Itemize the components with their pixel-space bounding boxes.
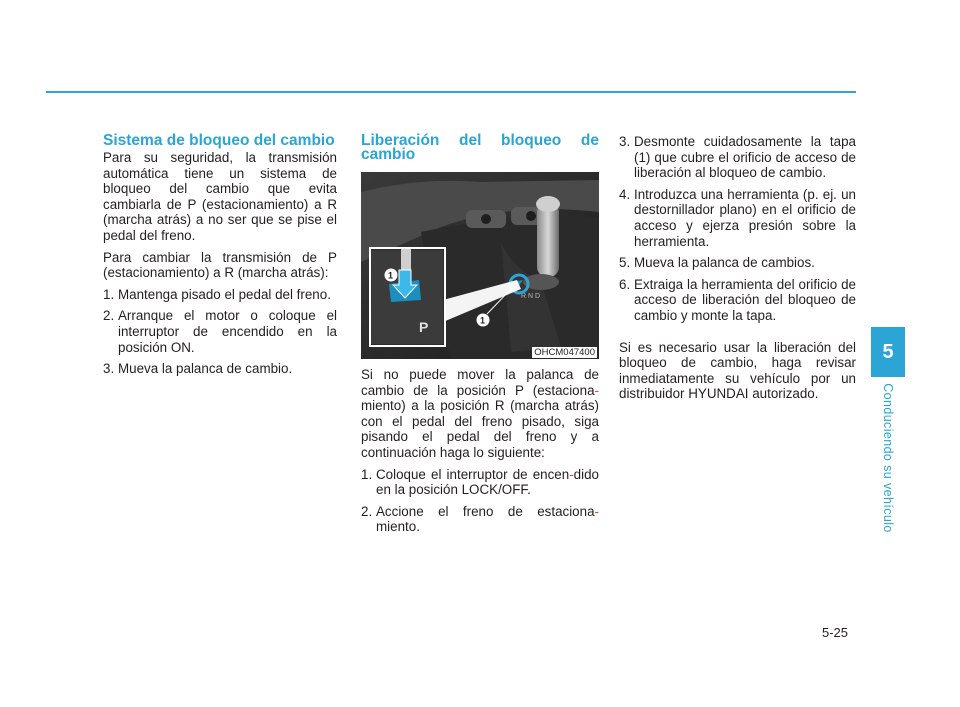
list-item [619, 134, 856, 181]
step-text: Mantenga pisado el pedal del freno. [118, 286, 331, 302]
step-number: 6. [619, 276, 631, 292]
column-left [103, 134, 337, 383]
paragraph: Para su seguridad, la transmisión automática tiene un sistema de bloqueo del cambio que evita cambiarla de P (estacionamiento) a R (marcha atrás) a no ser que se pise el pedal del freno. [103, 150, 337, 243]
list-item [361, 467, 599, 498]
steps-list [619, 134, 856, 324]
gate-letters: R N D [521, 293, 541, 300]
figure-code: OHCM047400 [534, 347, 595, 358]
hyphen: - [569, 466, 574, 482]
park-letter: P [419, 319, 429, 335]
chapter-title: Conduciendo su vehículo [881, 383, 895, 533]
step-number: 1. [103, 286, 115, 302]
step-text: Extraiga la herramienta del orificio de acceso de liberación del bloqueo de cambio y monte la tapa. [634, 276, 856, 323]
section-title-shift-lock-release: Liberación del bloqueo de cambio [361, 132, 599, 163]
page-number: 5-25 [822, 625, 849, 640]
step-text: Accione el freno de estaciona [376, 503, 595, 519]
shift-lever-figure [361, 172, 599, 359]
list-item [103, 287, 337, 303]
step-text: Coloque el interruptor de encen [376, 466, 570, 482]
hyphen: - [594, 503, 599, 519]
section-title-shift-lock: Sistema de bloqueo del cambio [103, 132, 335, 149]
chapter-tab: 5 [871, 327, 905, 377]
top-rule [46, 91, 856, 93]
step-number: 2. [361, 503, 373, 519]
step-text: miento. [376, 519, 420, 535]
text-part: Si no puede mover la palanca de cambio de la posición P (estaciona [361, 367, 599, 398]
paragraph: Para cambiar la transmisión de P (estacionamiento) a R (marcha atrás): [103, 249, 337, 281]
gear-console-illustration [361, 172, 599, 359]
column-right [619, 134, 856, 408]
step-text: Mueva la palanca de cambios. [634, 255, 815, 271]
callout-main: 1 [480, 315, 486, 326]
step-text: dido en la posición LOCK/OFF. [376, 466, 599, 498]
column-middle [361, 134, 599, 541]
step-text: Desmonte cuidadosamente la tapa (1) que cubre el orificio de acceso de liberación al bloqueo de cambio. [634, 134, 856, 181]
step-number: 4. [619, 186, 631, 202]
step-number: 5. [619, 255, 631, 271]
step-text: Introduzca una herramienta (p. ej. un destornillador plano) en el orificio de acceso y ejerza presión sobre la herramienta. [634, 186, 856, 249]
steps-list [361, 467, 599, 535]
list-item [619, 255, 856, 271]
callout-inset: 1 [388, 270, 394, 281]
list-item [619, 277, 856, 324]
list-item [361, 504, 599, 535]
list-item [103, 361, 337, 377]
paragraph: Si es necesario usar la liberación del bloqueo de cambio, haga revisar inmediatamente su vehículo por un distribuidor HYUNDAI autorizado. [619, 339, 856, 402]
step-number: 1. [361, 466, 373, 482]
list-item [619, 187, 856, 249]
steps-list [103, 287, 337, 377]
paragraph [361, 367, 599, 461]
step-number: 2. [103, 308, 115, 324]
list-item [103, 308, 337, 355]
step-number: 3. [103, 361, 115, 377]
text-part: miento) a la posición R (marcha atrás) con el pedal del freno pisado, siga pisando el pedal del freno y a continuación haga lo siguiente: [361, 398, 599, 460]
step-text: Mueva la palanca de cambio. [118, 361, 293, 377]
step-text: Arranque el motor o coloque el interruptor de encendido en la posición ON. [118, 308, 337, 355]
hyphen: - [594, 382, 599, 398]
step-number: 3. [619, 134, 631, 149]
